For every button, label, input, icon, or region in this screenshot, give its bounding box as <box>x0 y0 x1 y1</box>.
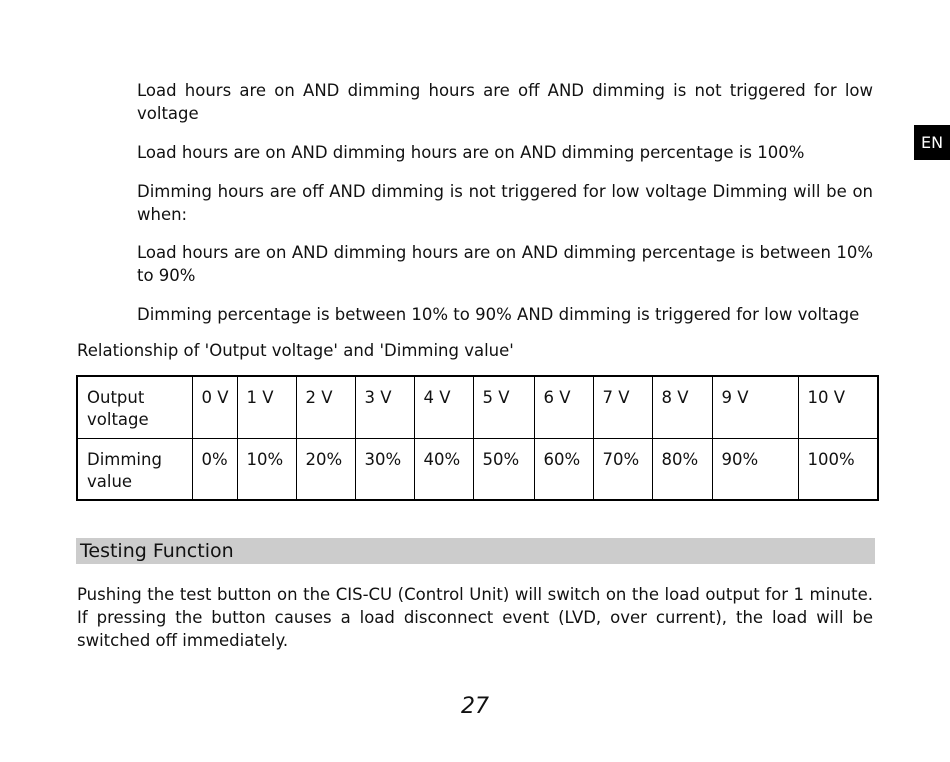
row-header-output-voltage: Output voltage <box>77 376 192 438</box>
condition-paragraph: Load hours are on AND dimming hours are on AND dimming percentage is 100% <box>137 143 805 162</box>
page-number: 27 <box>461 694 489 719</box>
table-cell: 0 V <box>192 376 237 438</box>
table-cell: 10 V <box>798 376 878 438</box>
table-cell: 5 V <box>473 376 534 438</box>
section-title: Testing Function <box>80 540 234 562</box>
row-header-dimming-value: Dimming value <box>77 438 192 500</box>
table-cell: 10% <box>237 438 296 500</box>
voltage-dimming-table <box>76 375 879 501</box>
table-cell: 80% <box>652 438 712 500</box>
condition-paragraph: Load hours are on AND dimming hours are on AND dimming percentage is between 10% to 90% <box>137 243 873 285</box>
table-cell: 60% <box>534 438 593 500</box>
table-cell: 1 V <box>237 376 296 438</box>
table-cell: 70% <box>593 438 652 500</box>
language-tab: EN <box>914 125 950 160</box>
section-header-bar <box>76 538 875 564</box>
table-cell: 4 V <box>414 376 473 438</box>
table-row <box>77 376 878 438</box>
table-cell: 50% <box>473 438 534 500</box>
table-caption: Relationship of 'Output voltage' and 'Dimming value' <box>77 341 514 360</box>
table-cell: 6 V <box>534 376 593 438</box>
table-cell: 20% <box>296 438 355 500</box>
table-cell: 0% <box>192 438 237 500</box>
table-cell: 90% <box>712 438 798 500</box>
condition-paragraph: Dimming hours are off AND dimming is not triggered for low voltage Dimming will be on when: <box>137 182 873 224</box>
table-cell: 9 V <box>712 376 798 438</box>
table-row <box>77 438 878 500</box>
table-cell: 8 V <box>652 376 712 438</box>
table-cell: 2 V <box>296 376 355 438</box>
table-cell: 3 V <box>355 376 414 438</box>
section-body: Pushing the test button on the CIS-CU (Control Unit) will switch on the load output for 1 minute. If pressing the button causes a load disconnect event (LVD, over current), the load will be switched off immediately. <box>77 585 873 650</box>
condition-paragraph: Dimming percentage is between 10% to 90% AND dimming is triggered for low voltage <box>137 305 860 324</box>
table-cell: 30% <box>355 438 414 500</box>
table-cell: 7 V <box>593 376 652 438</box>
condition-paragraph: Load hours are on AND dimming hours are off AND dimming is not triggered for low voltage <box>137 81 873 123</box>
table-cell: 100% <box>798 438 878 500</box>
table-cell: 40% <box>414 438 473 500</box>
